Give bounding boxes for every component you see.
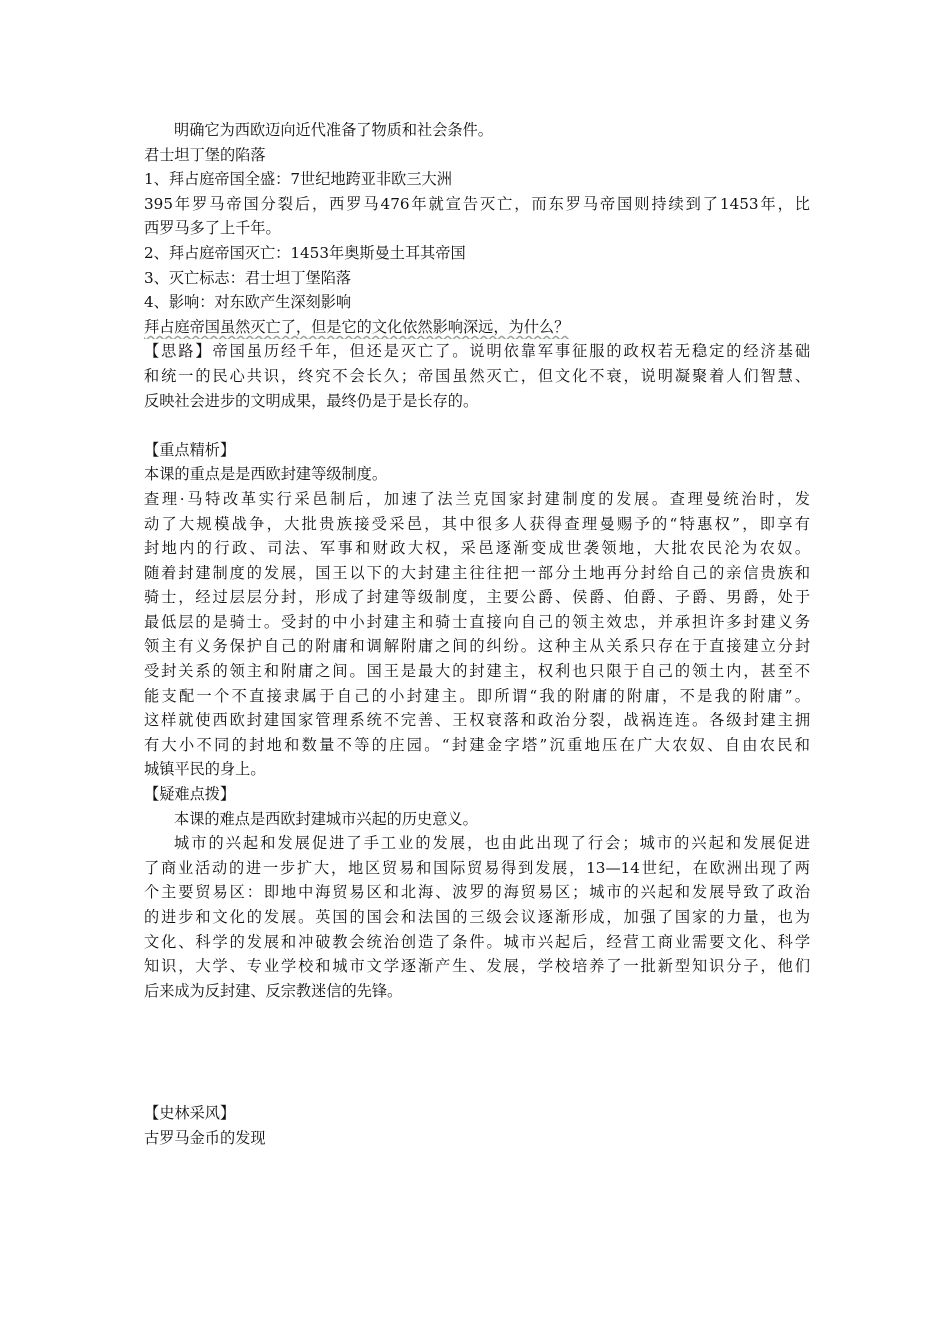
list-item: 4、影响：对东欧产生深刻影响 xyxy=(144,293,352,312)
paragraph-line: 本课的重点是是西欧封建等级制度。 xyxy=(144,465,387,484)
paragraph-line: 395年罗马帝国分裂后，西罗马476年就宣告灭亡，而东罗马帝国则持续到了1453年，比 xyxy=(144,194,810,213)
paragraph-line: 城镇平民的身上。 xyxy=(144,760,266,779)
list-item: 1、拜占庭帝国全盛：7世纪地跨亚非欧三大洲 xyxy=(144,170,452,189)
paragraph-line: 骑士，经过层层分封，形成了封建等级制度，主要公爵、侯爵、伯爵、子爵、男爵，处于 xyxy=(144,588,810,607)
paragraph-line: 文化、科学的发展和冲破教会统治创造了条件。城市兴起后，经营工商业需要文化、科学 xyxy=(144,932,810,951)
paragraph-line: 随着封建制度的发展，国王以下的大封建主往往把一部分土地再分封给自己的亲信贵族和 xyxy=(144,563,810,582)
paragraph-line: 个主要贸易区：即地中海贸易区和北海、波罗的海贸易区；城市的兴起和发展导致了政治 xyxy=(144,883,810,902)
paragraph-line: 知识，大学、专业学校和城市文学逐渐产生、发展，学校培养了一批新型知识分子，他们 xyxy=(144,957,810,976)
paragraph-line: 最低层的是骑士。受封的中小封建主和骑士直接向自己的领主效忠，并承担许多封建义务 xyxy=(144,612,810,631)
paragraph-line: 动了大规模战争，大批贵族接受采邑，其中很多人获得查理曼赐予的“特惠权”，即享有 xyxy=(144,514,810,533)
list-item: 2、拜占庭帝国灭亡：1453年奥斯曼土耳其帝国 xyxy=(144,243,466,262)
question-line xyxy=(144,315,810,340)
paragraph-line: 有大小不同的封地和数量不等的庄园。“封建金字塔”沉重地压在广大农奴、自由农民和 xyxy=(144,735,810,754)
paragraph-line: 领主有义务保护自己的附庸和调解附庸之间的纠纷。这种主从关系只存在于直接建立分封 xyxy=(144,637,810,656)
paragraph-line: 的进步和文化的发展。英国的国会和法国的三级会议逐渐形成，加强了国家的力量，也为 xyxy=(144,908,810,926)
paragraph-line: 查理·马特改革实行采邑制后，加速了法兰克国家封建制度的发展。查理曼统治时，发 xyxy=(144,489,810,508)
document-page xyxy=(144,118,810,1151)
list-item: 3、灭亡标志：君士坦丁堡陷落 xyxy=(144,268,352,287)
section-heading: 【重点精析】 xyxy=(144,440,236,459)
section-heading: 【疑难点拨】 xyxy=(144,785,236,804)
section-subtitle: 古罗马金币的发现 xyxy=(144,1128,266,1147)
paragraph-line: 反映社会进步的文明成果，最终仍是于是长存的。 xyxy=(144,391,479,410)
paragraph-line: 这样就使西欧封建国家管理系统不完善、王权衰落和政治分裂，战祸连连。各级封建主拥 xyxy=(144,711,810,730)
paragraph-line: 西罗马多了上千年。 xyxy=(144,219,281,238)
paragraph-line: 后来成为反封建、反宗教迷信的先锋。 xyxy=(144,981,403,1000)
paragraph-line: 能支配一个不直接隶属于自己的小封建主。即所谓“我的附庸的附庸，不是我的附庸”。 xyxy=(144,686,810,705)
blank-line xyxy=(144,413,810,438)
paragraph-line: 封地内的行政、司法、军事和财政大权，采邑逐渐变成世袭领地，大批农民沦为农奴。 xyxy=(144,539,810,558)
section-heading: 【史林采风】 xyxy=(144,1104,236,1123)
paragraph-line: 了商业活动的进一步扩大，地区贸易和国际贸易得到发展，13—14世纪，在欧洲出现了两 xyxy=(144,858,810,877)
paragraph-line: 本课的难点是西欧封建城市兴起的历史意义。 xyxy=(174,809,478,828)
question-text: 拜占庭帝国虽然灭亡了，但是它的文化依然影响深远，为什么？ xyxy=(144,317,570,336)
paragraph-line: 【思路】帝国虽历经千年，但还是灭亡了。说明依靠军事征服的政权若无稳定的经济基础 xyxy=(144,342,810,361)
paragraph-line: 受封关系的领主和附庸之间。国王是最大的封建主，权利也只限于自己的领土内，甚至不 xyxy=(144,662,810,681)
section-heading: 君士坦丁堡的陷落 xyxy=(144,145,266,164)
paragraph-line: 城市的兴起和发展促进了手工业的发展，也由此出现了行会；城市的兴起和发展促进 xyxy=(174,834,810,853)
paragraph-line: 明确它为西欧迈向近代准备了物质和社会条件。 xyxy=(174,121,493,139)
blank-space xyxy=(144,1003,810,1101)
paragraph-line: 和统一的民心共识，终究不会长久；帝国虽然灭亡，但文化不衰，说明凝聚着人们智慧、 xyxy=(144,366,810,385)
